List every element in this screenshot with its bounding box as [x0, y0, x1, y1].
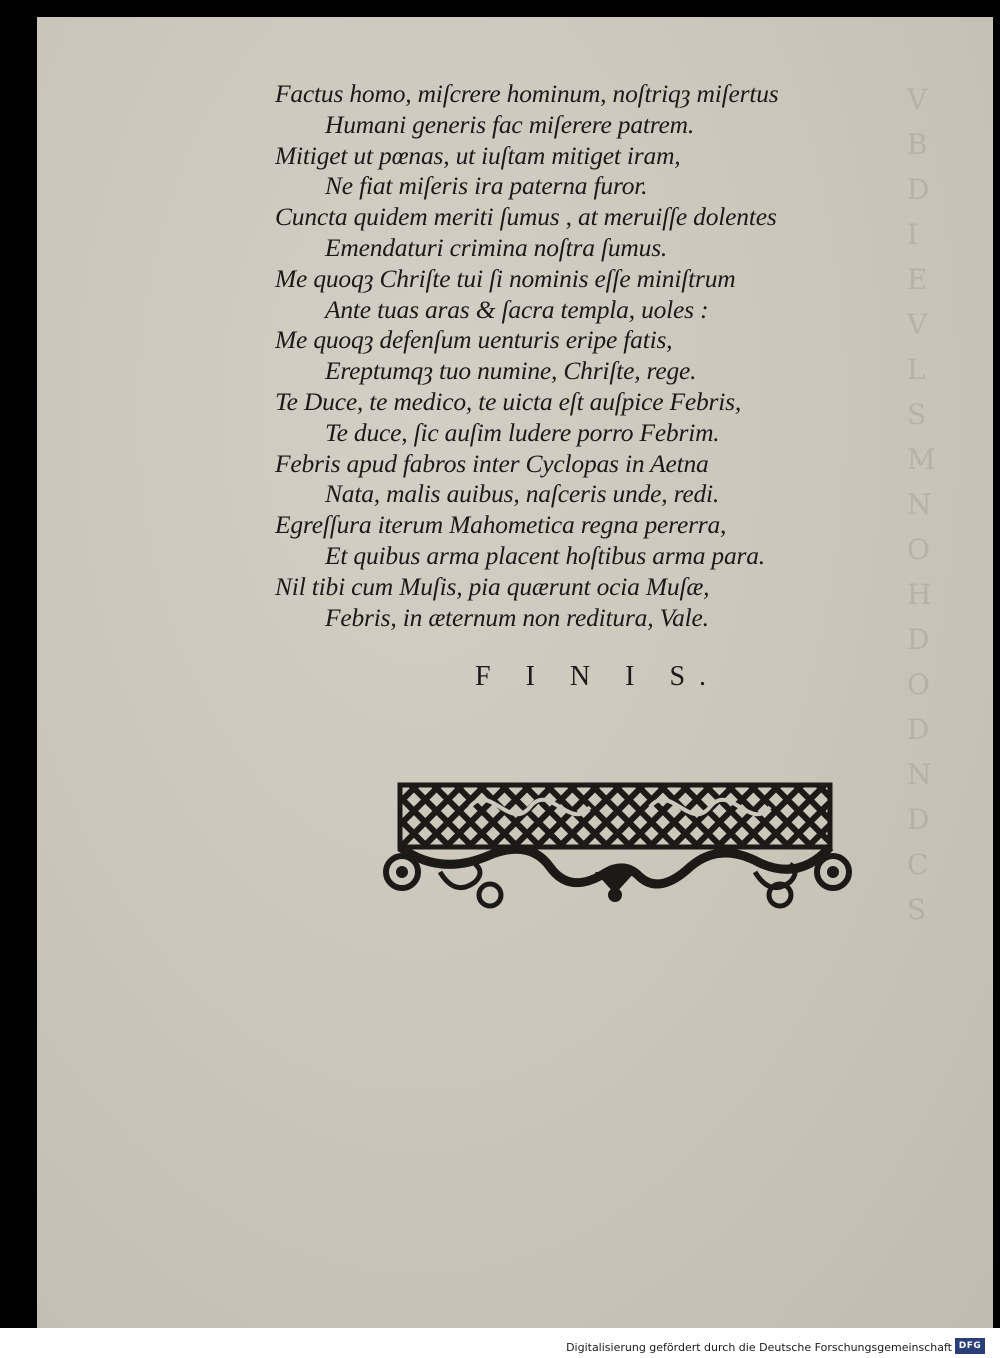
verse-line: Febris, in æternum non reditura, Vale.: [325, 602, 709, 632]
verse-line: Me quoqȝ Chriſte tui ſi nominis eſſe miniſtrum: [275, 263, 736, 293]
verse-line: Nata, malis auibus, naſceris unde, redi.: [325, 479, 720, 509]
poem-verses: [275, 79, 915, 633]
verse-line: Et quibus arma placent hoſtibus arma para.: [325, 540, 765, 570]
verse-line: Nil tibi cum Muſis, pia quærunt ocia Muſæ,: [275, 571, 710, 601]
verse-line: Febris apud fabros inter Cyclopas in Aetna: [275, 448, 709, 478]
verse-line: Egreſſura iterum Mahometica regna pererra,: [275, 510, 727, 540]
verse-line: Emendaturi crimina noſtra ſumus.: [325, 232, 668, 262]
verse-line: Cuncta quidem meriti ſumus , at meruiſſe dolentes: [275, 202, 777, 232]
verse-line: Ne fiat miſeris ira paterna furor.: [325, 171, 648, 201]
verse-line: Humani generis fac miſerere patrem.: [325, 109, 695, 139]
verse-line: Me quoqȝ defenſum uenturis eripe fatis,: [275, 325, 673, 355]
verse-line: Ante tuas aras & ſacra templa, uoles :: [325, 294, 709, 324]
funding-credit: Digitalisierung gefördert durch die Deutsche Forschungsgemeinschaft: [566, 1341, 952, 1354]
verse-line: Factus homo, miſcrere hominum, noſtriqȝ miſertus: [275, 79, 779, 108]
verse-line: Ereptumqȝ tuo numine, Chriſte, rege.: [325, 356, 697, 386]
verse-line: Mitiget ut pœnas, ut iuſtam mitiget iram,: [275, 140, 681, 170]
verse-line: Te duce, ſic auſim ludere porro Febrim.: [325, 417, 720, 447]
bleed-through-text: V B D I E V L S M N O H D O D N D C S: [907, 83, 936, 926]
verse-line: Te Duce, te medico, te uicta eſt auſpice Febris,: [275, 386, 742, 416]
dfg-logo-icon: DFG: [955, 1338, 985, 1354]
finis-heading: F I N I S.: [475, 661, 721, 692]
book-page: [37, 17, 993, 1328]
knotwork-tailpiece-icon: [380, 777, 855, 912]
